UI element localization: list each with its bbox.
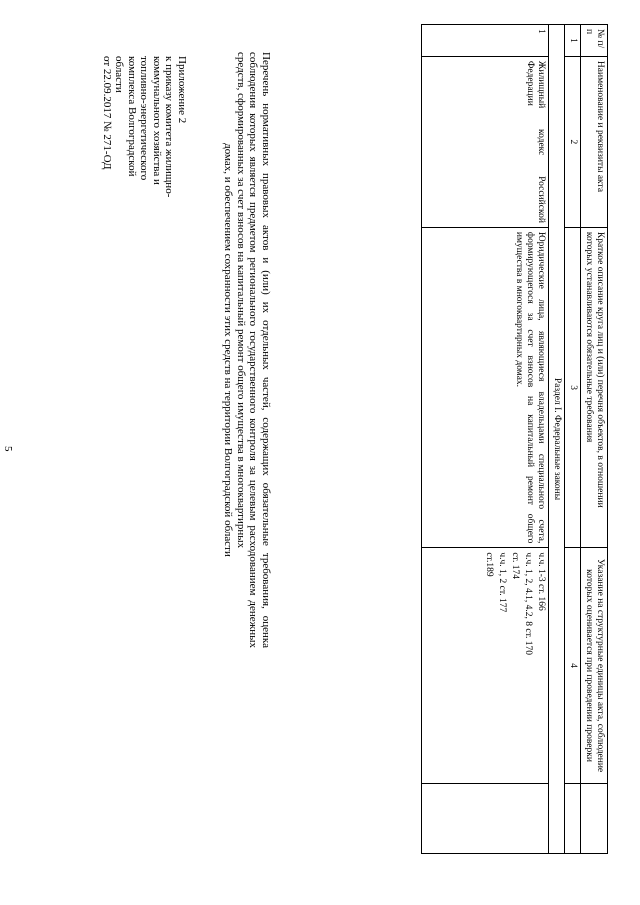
document-title <box>222 52 272 648</box>
header-structural-units: Указание на структурные единицы акта, соблюдение которых оценивается при проведении проверки <box>581 548 608 783</box>
structural-unit: ст. 174 <box>510 552 520 579</box>
row-act-name: Жилищный кодекс Российской Федерации <box>422 56 549 227</box>
document-title-main: Перечень нормативных правовых актов и (или) их отдельных частей, содержащих обязательные требования, оценка соблюдения которых является предметом регионального государственного контроля за целевым расходованием денежных средств, сформированных за счет взносов на капитальный ремонт общего имущества в многоквартирных <box>235 52 272 648</box>
column-number-empty <box>565 783 581 853</box>
section-title: Раздел I. Федеральные законы <box>549 25 565 854</box>
table-row <box>422 25 549 854</box>
row-num: 1 <box>422 25 549 57</box>
header-empty <box>581 783 608 853</box>
structural-unit: ч.ч. 1, 2 ст. 177 <box>497 552 507 613</box>
acts-table <box>421 24 608 854</box>
row-empty-cell <box>422 783 549 853</box>
structural-unit: ст.189 <box>484 552 494 577</box>
header-description: Краткое описание круга лиц и (или) перечня объектов, в отношении которых устанавливаются обязательные требования <box>581 227 608 547</box>
appendix-line: области <box>113 56 126 93</box>
column-number: 4 <box>565 548 581 783</box>
table-header-row <box>581 25 608 854</box>
appendix-line: коммунального хозяйства и <box>151 56 163 185</box>
structural-unit: ч.ч. 1-3 ст. 166 <box>536 552 546 611</box>
document-title-last-line: домах, и обеспечением сохранности этих средств на территории Волгоградской области <box>222 143 235 557</box>
row-structural-units <box>422 548 549 783</box>
header-num: № п/п <box>581 25 608 57</box>
appendix-line: топливно-энергетического <box>138 56 151 181</box>
column-number: 1 <box>565 25 581 57</box>
appendix-line: комплекса Волгоградской <box>126 56 138 177</box>
section-row <box>549 25 565 854</box>
appendix-line: от 22.09.2017 № 271-ОД <box>101 56 113 170</box>
structural-unit: ч.ч. 1, 2, 4.1, 4.2, 8 ст. 170 <box>523 552 533 656</box>
column-numbers-row <box>565 25 581 854</box>
appendix-block <box>101 56 189 296</box>
column-number: 2 <box>565 56 581 227</box>
appendix-line: к приказу комитета жилищно- <box>163 56 176 198</box>
row-description: Юридические лица, являющиеся владельцами специального счета, формирующегося за счет взносов на капитальный ремонт общего имущества в многоквартирных домах. <box>422 227 549 547</box>
appendix-line: Приложение 2 <box>176 56 188 124</box>
column-number: 3 <box>565 227 581 547</box>
page-number: 5 <box>2 446 14 452</box>
header-act-name: Наименование и реквизиты акта <box>581 56 608 227</box>
